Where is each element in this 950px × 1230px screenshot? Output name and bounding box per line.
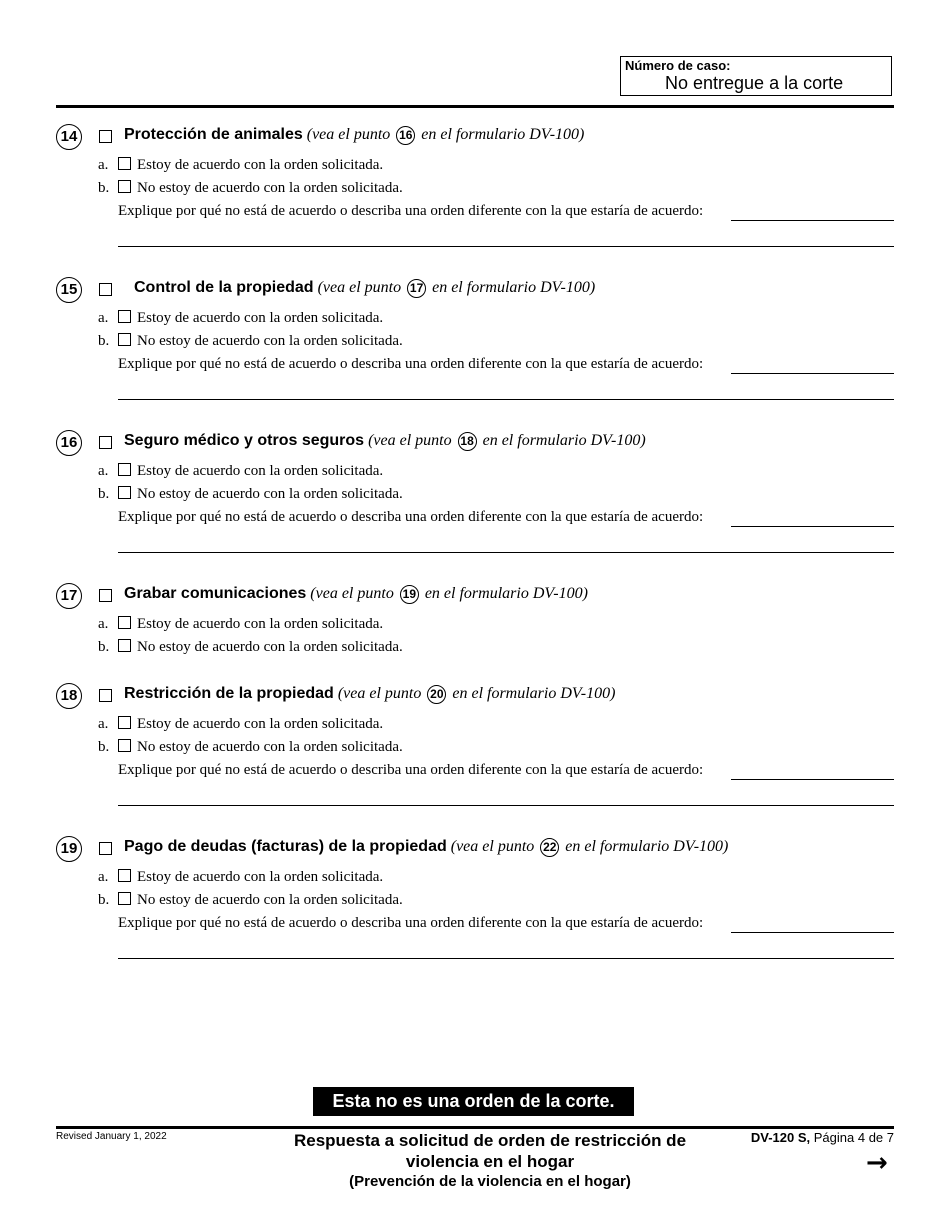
- option-agree: a. Estoy de acuerdo con la orden solicitada.: [98, 616, 384, 632]
- ref-item-number: 16: [396, 126, 415, 145]
- section-reference: (vea el punto 22 en el formulario DV-100): [450, 838, 729, 856]
- revised-date: Revised January 1, 2022: [56, 1131, 167, 1142]
- explain-line-1[interactable]: [731, 932, 894, 933]
- section-heading: [124, 585, 588, 604]
- ref-item-number: 17: [407, 279, 426, 298]
- agree-checkbox[interactable]: [118, 157, 131, 170]
- explain-line-1[interactable]: [731, 526, 894, 527]
- item-number: 18: [56, 683, 82, 709]
- section-checkbox[interactable]: [99, 842, 112, 855]
- explain-line-2[interactable]: [118, 246, 894, 247]
- option-disagree: b. No estoy de acuerdo con la orden solicitada.: [98, 486, 403, 502]
- section-title: Protección de animales: [124, 126, 303, 144]
- option-disagree: b. No estoy de acuerdo con la orden solicitada.: [98, 739, 403, 755]
- disagree-checkbox[interactable]: [118, 333, 131, 346]
- ref-item-number: 18: [458, 432, 477, 451]
- footer-divider: [56, 1126, 894, 1129]
- page-indicator: Página 4 de 7: [813, 1130, 894, 1145]
- disagree-checkbox[interactable]: [118, 639, 131, 652]
- section-title: Restricción de la propiedad: [124, 685, 334, 703]
- explain-line-1[interactable]: [731, 373, 894, 374]
- form-subtitle: (Prevención de la violencia en el hogar): [349, 1173, 631, 1190]
- explain-line-2[interactable]: [118, 958, 894, 959]
- item-number: 14: [56, 124, 82, 150]
- explain-line-2[interactable]: [118, 805, 894, 806]
- agree-checkbox[interactable]: [118, 616, 131, 629]
- item-number: 16: [56, 430, 82, 456]
- section-heading: [124, 838, 728, 857]
- option-agree: a. Estoy de acuerdo con la orden solicitada.: [98, 157, 384, 173]
- section-heading: [124, 126, 584, 145]
- section-checkbox[interactable]: [99, 130, 112, 143]
- section-heading: [124, 432, 646, 451]
- explain-prompt: Explique por qué no está de acuerdo o describa una orden diferente con la que estaría de acuerdo:: [118, 356, 704, 372]
- section-title: Pago de deudas (facturas) de la propiedad: [124, 838, 447, 856]
- section-checkbox[interactable]: [99, 589, 112, 602]
- arrow-right-icon: →: [866, 1148, 888, 1178]
- section-checkbox[interactable]: [99, 689, 112, 702]
- header-divider: [56, 105, 894, 108]
- option-disagree: b. No estoy de acuerdo con la orden solicitada.: [98, 333, 403, 349]
- section-reference: (vea el punto 16 en el formulario DV-100): [306, 126, 585, 144]
- explain-prompt: Explique por qué no está de acuerdo o describa una orden diferente con la que estaría de acuerdo:: [118, 762, 704, 778]
- option-agree: a. Estoy de acuerdo con la orden solicitada.: [98, 463, 384, 479]
- explain-prompt: Explique por qué no está de acuerdo o describa una orden diferente con la que estaría de acuerdo:: [118, 203, 704, 219]
- form-code: DV-120 S,: [750, 1130, 811, 1145]
- disagree-checkbox[interactable]: [118, 892, 131, 905]
- section-heading: [134, 279, 595, 298]
- section-title: Seguro médico y otros seguros: [124, 432, 365, 450]
- agree-checkbox[interactable]: [118, 310, 131, 323]
- explain-line-1[interactable]: [731, 779, 894, 780]
- disagree-checkbox[interactable]: [118, 180, 131, 193]
- section-reference: (vea el punto 19 en el formulario DV-100): [310, 585, 588, 603]
- explain-prompt: Explique por qué no está de acuerdo o describa una orden diferente con la que estaría de acuerdo:: [118, 915, 704, 931]
- agree-checkbox[interactable]: [118, 869, 131, 882]
- form-title-line1: Respuesta a solicitud de orden de restricción de: [293, 1131, 687, 1150]
- option-disagree: b. No estoy de acuerdo con la orden solicitada.: [98, 180, 403, 196]
- section-reference: (vea el punto 20 en el formulario DV-100): [337, 685, 616, 703]
- case-number-value: No entregue a la corte: [665, 73, 844, 93]
- form-title: [260, 1130, 720, 1192]
- item-number: 17: [56, 583, 82, 609]
- explain-prompt: Explique por qué no está de acuerdo o describa una orden diferente con la que estaría de acuerdo:: [118, 509, 704, 525]
- form-page-number: [751, 1130, 894, 1145]
- case-number-label: Número de caso:: [625, 58, 731, 73]
- case-number-box: [620, 56, 892, 96]
- ref-item-number: 20: [427, 685, 446, 704]
- section-title: Control de la propiedad: [134, 279, 314, 297]
- section-heading: [124, 685, 615, 704]
- not-court-order-banner: Esta no es una orden de la corte.: [313, 1087, 634, 1116]
- explain-line-2[interactable]: [118, 399, 894, 400]
- disagree-checkbox[interactable]: [118, 739, 131, 752]
- form-title-line2: violencia en el hogar: [405, 1152, 575, 1171]
- section-reference: (vea el punto 18 en el formulario DV-100): [368, 432, 646, 450]
- section-title: Grabar comunicaciones: [124, 585, 307, 603]
- option-disagree: b. No estoy de acuerdo con la orden solicitada.: [98, 892, 403, 908]
- agree-checkbox[interactable]: [118, 716, 131, 729]
- item-number: 19: [56, 836, 82, 862]
- disagree-checkbox[interactable]: [118, 486, 131, 499]
- ref-item-number: 22: [540, 838, 559, 857]
- option-disagree: b. No estoy de acuerdo con la orden solicitada.: [98, 639, 403, 655]
- option-agree: a. Estoy de acuerdo con la orden solicitada.: [98, 716, 384, 732]
- ref-item-number: 19: [400, 585, 419, 604]
- option-agree: a. Estoy de acuerdo con la orden solicitada.: [98, 869, 384, 885]
- explain-line-1[interactable]: [731, 220, 894, 221]
- explain-line-2[interactable]: [118, 552, 894, 553]
- section-checkbox[interactable]: [99, 436, 112, 449]
- option-agree: a. Estoy de acuerdo con la orden solicitada.: [98, 310, 384, 326]
- item-number: 15: [56, 277, 82, 303]
- section-checkbox[interactable]: [99, 283, 112, 296]
- agree-checkbox[interactable]: [118, 463, 131, 476]
- section-reference: (vea el punto 17 en el formulario DV-100): [317, 279, 596, 297]
